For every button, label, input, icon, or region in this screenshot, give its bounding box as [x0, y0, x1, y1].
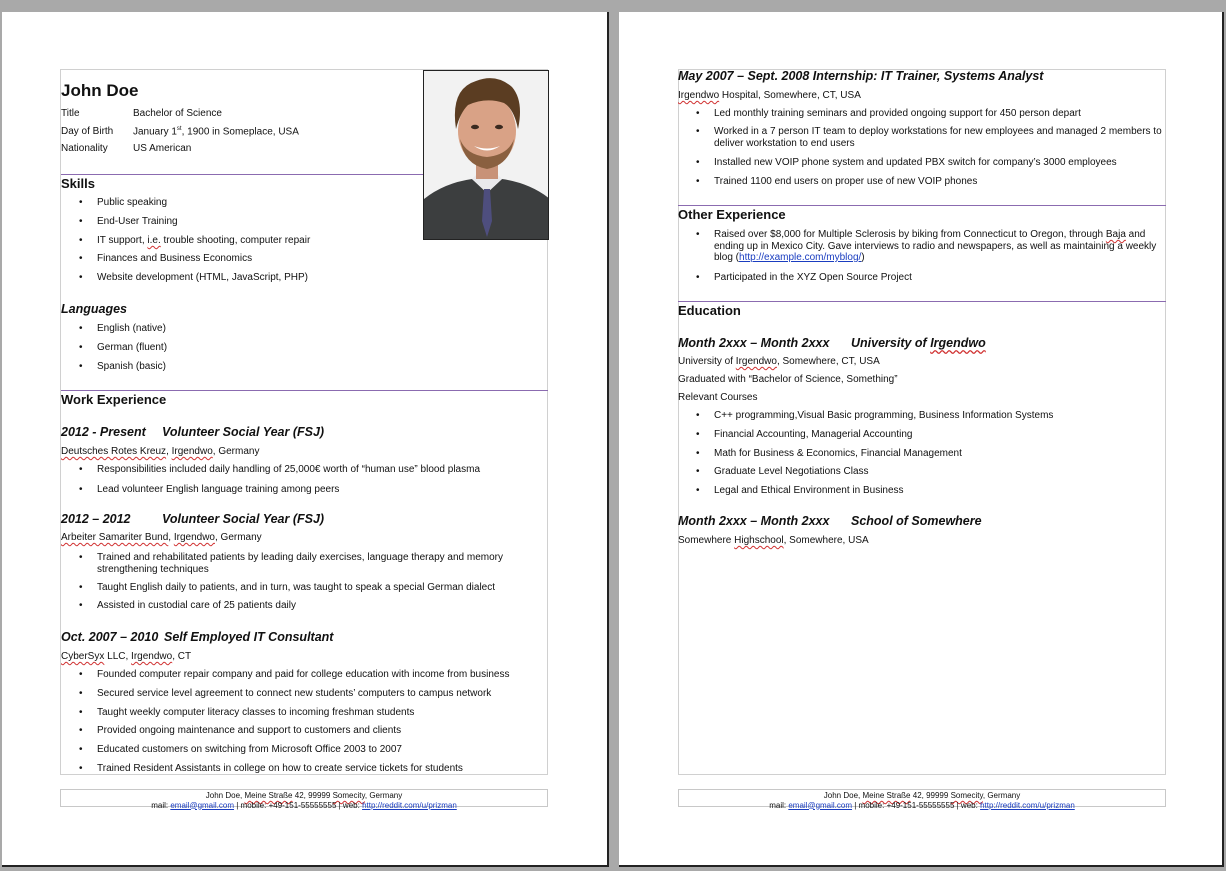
language-item: • German (fluent): [97, 342, 167, 353]
job-organization: CyberSyx LLC, Irgendwo, CT: [61, 651, 192, 662]
info-value-nationality: US American: [133, 143, 192, 154]
job-bullet: • Trained Resident Assistants in college on how to create service tickets for students: [97, 763, 463, 774]
footer-address: John Doe, Meine Straße 42, 99999 Somecity, Germany: [823, 791, 1021, 800]
skill-item: • Public speaking: [97, 197, 167, 208]
job-title: Volunteer Social Year (FSJ): [162, 425, 325, 439]
languages-heading: Languages: [61, 302, 127, 316]
skill-item: • End-User Training: [97, 216, 178, 227]
web-link[interactable]: http://reddit.com/u/prizman: [362, 800, 457, 810]
blog-link[interactable]: http://example.com/myblog/: [739, 252, 862, 263]
job-period: Oct. 2007 – 2010: [61, 630, 159, 644]
job-title: Self Employed IT Consultant: [164, 630, 334, 644]
education-title: School of Somewhere: [851, 514, 982, 528]
email-link[interactable]: email@gmail.com: [170, 800, 235, 810]
internship-bullet: • Worked in a 7 person IT team to deploy workstations for new employees and managed 2 members to deliver workstation to end users: [714, 126, 1164, 149]
job-bullet: • Assisted in custodial care of 25 patients daily: [97, 600, 296, 611]
course-item: • Financial Accounting, Managerial Accounting: [714, 429, 912, 440]
divider: [61, 174, 423, 175]
job-bullet: • Founded computer repair company and paid for college education with income from business: [97, 669, 509, 680]
page-footer: [60, 789, 548, 810]
education-organization: Somewhere Highschool, Somewhere, USA: [678, 535, 869, 546]
resume-page-1: [2, 12, 609, 867]
job-period: 2012 - Present: [61, 425, 146, 439]
job-bullet: • Responsibilities included daily handling of 25,000€ worth of “human use” blood plasma: [97, 464, 480, 475]
info-label-nationality: Nationality: [61, 143, 108, 154]
job-title: Volunteer Social Year (FSJ): [162, 512, 325, 526]
skill-item: • Website development (HTML, JavaScript, PHP): [97, 272, 308, 283]
education-title: University of Irgendwo: [851, 336, 986, 350]
job-bullet: • Secured service level agreement to connect new students’ computers to campus network: [97, 688, 491, 699]
footer-contact: mail: email@gmail.com | mobile: +49-151-55555555 | web: http://reddit.com/u/prizman: [151, 800, 457, 810]
divider: [678, 301, 1166, 302]
course-item: • Math for Business & Economics, Financial Management: [714, 448, 962, 459]
education-organization: University of Irgendwo, Somewhere, CT, USA: [678, 356, 880, 367]
education-period: Month 2xxx – Month 2xxx: [678, 336, 830, 350]
candidate-name: John Doe: [61, 81, 139, 100]
info-value-birth: January 1st, 1900 in Someplace, USA: [133, 126, 299, 138]
profile-photo: [423, 70, 549, 240]
info-label-birth: Day of Birth: [61, 126, 114, 137]
skill-item: • IT support, i.e. trouble shooting, computer repair: [97, 235, 310, 246]
course-item: • Graduate Level Negotiations Class: [714, 466, 869, 477]
footer-address: John Doe, Meine Straße 42, 99999 Somecity, Germany: [205, 791, 403, 800]
internship-bullet: • Trained 1100 end users on proper use of new VOIP phones: [714, 176, 977, 187]
job-bullet: • Taught English daily to patients, and in turn, was taught to speak a special German dialect: [97, 582, 495, 593]
job-bullet: • Educated customers on switching from Microsoft Office 2003 to 2007: [97, 744, 402, 755]
email-link[interactable]: email@gmail.com: [788, 800, 853, 810]
job-bullet: • Trained and rehabilitated patients by leading daily exercises, language therapy and memory strengthening techniques: [97, 552, 527, 575]
other-experience-heading: Other Experience: [678, 207, 786, 222]
course-item: • Legal and Ethical Environment in Business: [714, 485, 904, 496]
web-link[interactable]: http://reddit.com/u/prizman: [980, 800, 1075, 810]
page-footer: [678, 789, 1166, 810]
footer-contact: mail: email@gmail.com | mobile: +49-151-55555555 | web: http://reddit.com/u/prizman: [769, 800, 1075, 810]
course-item: • C++ programming,Visual Basic programming, Business Information Systems: [714, 410, 1053, 421]
job-period: 2012 – 2012: [61, 512, 131, 526]
education-period: Month 2xxx – Month 2xxx: [678, 514, 830, 528]
internship-organization: Irgendwo Hospital, Somewhere, CT, USA: [678, 90, 861, 101]
job-bullet: • Taught weekly computer literacy classes to incoming freshman students: [97, 707, 414, 718]
divider: [61, 390, 548, 391]
internship-heading: May 2007 – Sept. 2008 Internship: IT Trainer, Systems Analyst: [678, 69, 1044, 83]
language-item: • English (native): [97, 323, 166, 334]
language-item: • Spanish (basic): [97, 361, 166, 372]
divider: [678, 205, 1166, 206]
education-heading: Education: [678, 303, 741, 318]
skills-heading: Skills: [61, 176, 95, 191]
other-experience-bullet: • Raised over $8,000 for Multiple Sclerosis by biking from Connecticut to Oregon, through Baja and ending up in Mexico City. Gave interviews to radio and newspapers, as well as maintaining a weekly blog (http://example.com/myblog/): [714, 229, 1164, 264]
info-label-title: Title: [61, 108, 80, 119]
internship-bullet: • Installed new VOIP phone system and updated PBX switch for company’s 3000 employees: [714, 157, 1117, 168]
info-value-title: Bachelor of Science: [133, 108, 222, 119]
job-bullet: • Lead volunteer English language training among peers: [97, 484, 339, 495]
work-experience-heading: Work Experience: [61, 392, 167, 407]
skill-item: • Finances and Business Economics: [97, 253, 252, 264]
resume-page-2: [619, 12, 1224, 867]
job-organization: Arbeiter Samariter Bund, Irgendwo, Germany: [61, 532, 262, 543]
internship-bullet: • Led monthly training seminars and provided ongoing support for 450 person depart: [714, 108, 1081, 119]
relevant-courses-label: Relevant Courses: [678, 392, 758, 403]
other-experience-bullet: • Participated in the XYZ Open Source Project: [714, 272, 912, 283]
job-bullet: • Provided ongoing maintenance and support to customers and clients: [97, 725, 401, 736]
job-organization: Deutsches Rotes Kreuz, Irgendwo, Germany: [61, 446, 260, 457]
education-degree: Graduated with “Bachelor of Science, Something”: [678, 374, 898, 385]
page-2-content-frame: [678, 69, 1166, 775]
